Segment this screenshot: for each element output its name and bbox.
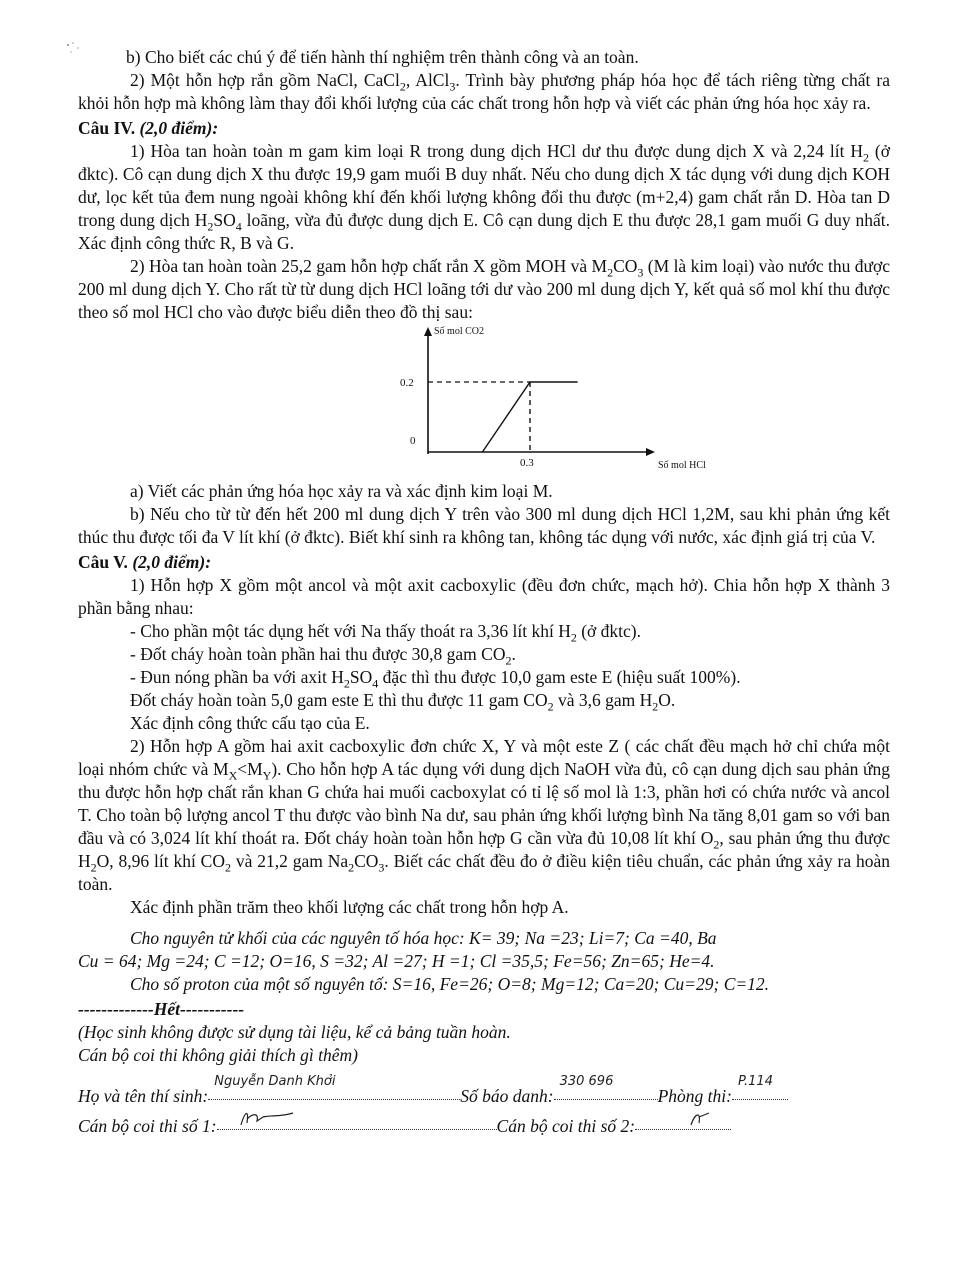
room-field [732,1074,788,1100]
proctor-1-field [217,1111,497,1130]
sbd-label: Số báo danh: [460,1086,554,1106]
room-value: P.114 [737,1074,773,1089]
q4-question-a: a) Viết các phản ứng hóa học xảy ra và xác định kim loại M. [130,481,553,501]
candidate-name-label: Họ và tên thí sinh: [78,1086,209,1106]
q5-dash-1: - Cho phần một tác dụng hết với Na thấy thoát ra 3,36 lít khí $H_2$ (ở đktc). [130,621,642,645]
q5-find-percent: Xác định phần trăm theo khối lượng các chất trong hỗn hợp A. [130,897,569,917]
co2-chart-svg [328,324,748,480]
candidate-name-value: Nguyễn Danh Khởi [214,1074,336,1089]
proctor-2-label: Cán bộ coi thi số 2: [496,1116,636,1136]
room-label: Phòng thi: [657,1086,732,1106]
q5-dash-2: - Đốt cháy hoàn toàn phần hai thu được 30,8 gam $CO_2$. [130,644,516,668]
candidate-name-field [208,1074,460,1100]
q3-part-b: b) Cho biết các chú ý để tiến hành thí nghiệm trên thành công và an toàn. [126,47,639,67]
exam-page [78,46,890,1141]
atomic-masses-2: Cu = 64; Mg =24; C =12; O=16, S =32; Al =27; H =1; Cl =35,5; Fe=56; Zn=65; He=4. [78,951,715,971]
signature-block [78,1074,890,1141]
q5-dash-3: - Đun nóng phần ba với axit $H_2SO_4$ đặc thì thu được 10,0 gam este E (hiệu suất 100%). [130,667,741,691]
proctor-row [78,1111,890,1141]
proctor-2-field [635,1111,731,1130]
q4-heading: Câu IV. (2,0 điểm): [78,118,219,138]
sbd-field [554,1074,658,1100]
q3-part-2: 2) Một hỗn hợp rắn gồm NaCl, CaCl$_2$, AlCl$_3$. Trình bày phương pháp hóa học để tách riêng từng chất ra khỏi hỗn hợp mà không làm thay đổi khối lượng của các chất trong hỗn hợp và viết các phản ứng hóa học xảy ra. [78,70,891,113]
proctor-1-label: Cán bộ coi thi số 1: [78,1116,217,1136]
y-tick-label: 0.2 [400,377,414,389]
q4-part-1: 1) Hòa tan hoàn toàn m gam kim loại R trong dung dịch HCl dư thu được dung dịch X và 2,24 lít $H_2$ (ở đktc). Cô cạn dung dịch X thu được 19,9 gam muối B duy nhất. Nếu cho dung dịch X tác dụng với dung dịch KOH dư, lọc kết tủa đem nung ngoài không khí đến khối lượng không đổi thu được (m+2,4) gam chất rắn D. Hòa tan D trong dung dịch $H_2SO_4$ loãng, vừa đủ được dung dịch E. Cô cạn dung dịch E thu được 28,1 gam muối G duy nhất. Xác định công thức R, B và G. [78,141,890,253]
candidate-row [78,1074,890,1111]
co2-chart [78,324,890,480]
proctor-2-signature [685,1107,715,1129]
sbd-value: 330 696 [559,1074,614,1089]
note-1: (Học sinh không được sử dụng tài liệu, kể cả bảng tuần hoàn. [78,1022,511,1042]
atomic-masses: Cho nguyên tử khối của các nguyên tố hóa học: K= 39; Na =23; Li=7; Ca =40, Ba [130,928,717,948]
footer-notes [78,927,890,1067]
x-tick-label: 0.3 [520,457,534,469]
proton-numbers: Cho số proton của một số nguyên tố: S=16, Fe=26; O=8; Mg=12; Ca=20; Cu=29; C=12. [130,974,770,994]
x-axis-label: Số mol HCl [658,460,706,471]
q4-part-2: 2) Hòa tan hoàn toàn 25,2 gam hỗn hợp chất rắn X gồm MOH và $M_2CO_3$ (M là kim loại) vào nước thu được 200 ml dung dịch Y. Cho rất từ từ dung dịch HCl loãng tới dư vào 200 ml dung dịch Y, kết quả số mol khí thu được theo số mol HCl cho vào được biểu diễn theo đồ thị sau: [78,256,890,322]
y-axis-label: Số mol CO2 [434,326,485,337]
q4-question-b: b) Nếu cho từ từ đến hết 200 ml dung dịch Y trên vào 300 ml dung dịch HCl 1,2M, sau khi phản ứng kết thúc thu được tối đa V lít khí (ở đktc). Biết khí sinh ra không tan, không tác dụng với nước, xác định giá trị của V. [78,504,890,547]
x-axis-arrow [646,448,655,456]
y-axis-arrow [424,327,432,336]
q5-find-e: Xác định công thức cấu tạo của E. [130,713,370,733]
end-mark: -------------Hết----------- [78,999,245,1019]
proctor-1-signature [237,1107,297,1129]
q5-heading: Câu V. (2,0 điểm): [78,552,212,572]
q5-part-1: 1) Hỗn hợp X gồm một ancol và một axit cacboxylic (đều đơn chức, mạch hở). Chia hỗn hợp X thành 3 phần bằng nhau: [78,575,890,618]
note-2: Cán bộ coi thi không giải thích gì thêm) [78,1045,358,1065]
origin-label: 0 [410,435,416,447]
q5-part-2: 2) Hỗn hợp A gồm hai axit cacboxylic đơn chức X, Y và một este Z ( các chất đều mạch hở chỉ chứa một loại nhóm chức và $M_X<M_Y$). Cho hỗn hợp A tác dụng với dung dịch NaOH vừa đủ, cô cạn dung dịch sau phản ứng thu được hỗn hợp chất rắn khan G chứa hai muối cacboxylat có tỉ lệ số mol là 1:3, phần hơi có chứa nước và ancol T. Cho toàn bộ lượng ancol T thu được vào bình Na dư, sau phản ứng khối lượng bình Na tăng 8,01 gam so với ban đầu và có 3,024 lít khí thoát ra. Đốt cháy hoàn toàn hỗn hợp G cần vừa đủ 10,08 lít khí $O_2$, sau phản ứng thu được $H_2O$, 8,96 lít khí $CO_2$ và 21,2 gam $Na_2CO_3$. Biết các chất đều đo ở điều kiện tiêu chuẩn, các phản ứng xảy ra hoàn toàn. [78,736,890,894]
q5-burn: Đốt cháy hoàn toàn 5,0 gam este E thì thu được 11 gam $CO_2$ và 3,6 gam $H_2O$. [130,690,676,714]
